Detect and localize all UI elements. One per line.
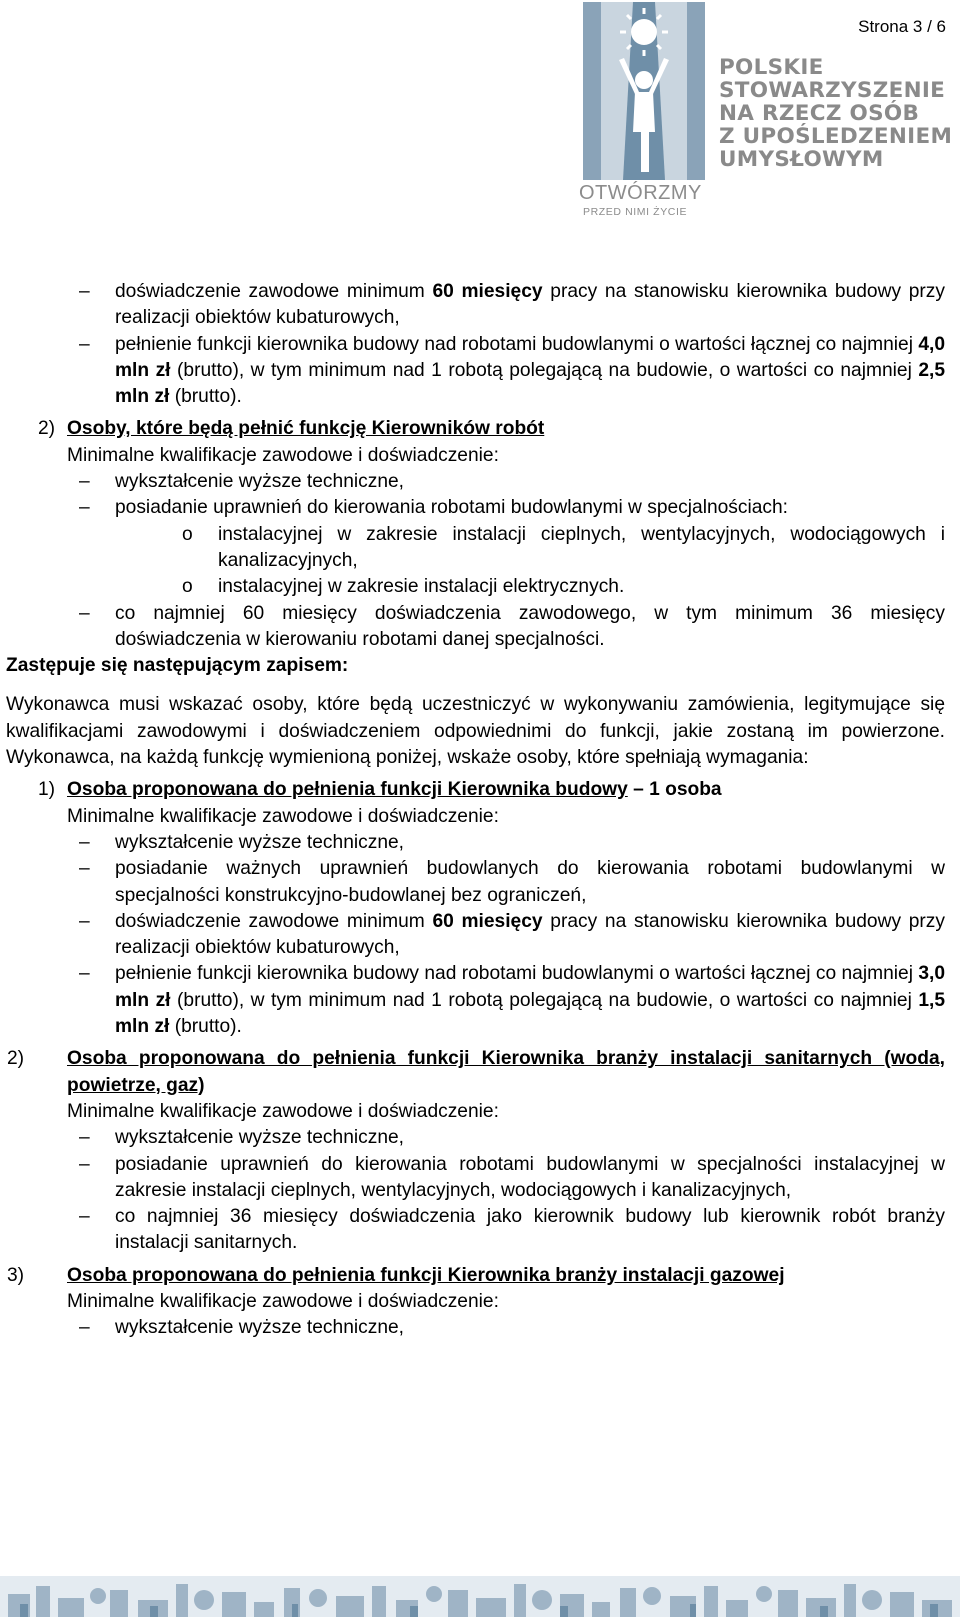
emblem-icon [583, 2, 705, 187]
section-heading: 2) Osoba proponowana do pełnienia funkcji Kierownika branży instalacji sanitarnych (woda, powietrze, gaz) [7, 1048, 945, 1096]
section-intro: Minimalne kwalifikacje zawodowe i doświadczenie: [67, 805, 499, 827]
logo-name: POLSKIE STOWARZYSZENIE NA RZECZ OSÓB Z UPOŚLEDZENIEM UMYSŁOWYM [719, 55, 953, 172]
list-item: – doświadczenie zawodowe minimum 60 miesięcy pracy na stanowisku kierownika budowy przy realizacji obiektów kubaturowych, [79, 910, 945, 959]
replace-paragraph: Wykonawca musi wskazać osoby, które będą uczestniczyć w wykonywaniu zamówienia, legitymujące się kwalifikacjami zawodowymi i doświadczeniem odpowiednimi do funkcji, jakie zostaną im powierzone. Wykonawca, na każdą funkcję wymienioną poniżej, wskaże osoby, które spełniają wymagania: [6, 694, 945, 769]
document-body [6, 279, 945, 1342]
section-intro: Minimalne kwalifikacje zawodowe i doświadczenie: [67, 444, 499, 466]
replace-heading: Zastępuje się następującym zapisem: [6, 655, 349, 677]
section-heading: 1) Osoba proponowana do pełnienia funkcji Kierownika budowy – 1 osoba [38, 779, 722, 801]
decorative-footer-banner [0, 1576, 960, 1617]
list-item: – co najmniej 36 miesięcy doświadczenia jako kierownik budowy lub kierownik robót branży instalacji sanitarnych. [79, 1206, 945, 1254]
section-heading: 3) Osoba proponowana do pełnienia funkcji Kierownika branży instalacji gazowej [7, 1264, 785, 1286]
logo-subtagline: PRZED NIMI ŻYCIE [583, 206, 688, 218]
list-item: – posiadanie ważnych uprawnień budowlanych do kierowania robotami budowlanymi w specjalności konstrukcyjno-budowlanej bez ograniczeń, [79, 858, 945, 906]
list-item: – co najmniej 60 miesięcy doświadczenia zawodowego, w tym minimum 36 miesięcy doświadczenia w kierowaniu robotami danej specjalności. [79, 602, 945, 650]
dash-marker: – [79, 333, 90, 355]
section-intro: Minimalne kwalifikacje zawodowe i doświadczenie: [67, 1100, 499, 1122]
list-item: – wykształcenie wyższe techniczne, [79, 1127, 404, 1149]
list-item: – wykształcenie wyższe techniczne, [79, 831, 404, 853]
sublist-item: o instalacyjnej w zakresie instalacji elektrycznych. [182, 576, 625, 598]
section-heading: 2) Osoby, które będą pełnić funkcję Kierowników robót [38, 418, 545, 440]
section-intro: Minimalne kwalifikacje zawodowe i doświadczenie: [67, 1290, 499, 1312]
dash-marker: – [79, 281, 90, 302]
list-item: – wykształcenie wyższe techniczne, [79, 1317, 404, 1339]
list-item: – posiadanie uprawnień do kierowania robotami budowlanymi w specjalności instalacyjnej w zakresie instalacji cieplnych, wentylacyjnych, wodociągowych i kanalizacyjnych, [79, 1153, 945, 1201]
logo-tagline: OTWÓRZMY [579, 182, 702, 204]
sublist-item: o instalacyjnej w zakresie instalacji cieplnych, wentylacyjnych, wodociągowych i kanalizacyjnych, [182, 523, 945, 571]
list-item: – posiadanie uprawnień do kierowania robotami budowlanymi w specjalnościach: [79, 497, 789, 519]
list-item: – doświadczenie zawodowe minimum 60 miesięcy pracy na stanowisku kierownika budowy przy realizacji obiektów kubaturowych, [79, 281, 945, 329]
page-number: Strona 3 / 6 [858, 17, 946, 36]
list-item: – wykształcenie wyższe techniczne, [79, 471, 404, 493]
list-item: – pełnienie funkcji kierownika budowy nad robotami budowlanymi o wartości łącznej co najmniej 3,0 mln zł (brutto), w tym minimum nad 1 robotą polegającą na budowie, o wartości co najmniej 1,5 mln zł (brutto). [79, 963, 945, 1038]
list-item: – pełnienie funkcji kierownika budowy nad robotami budowlanymi o wartości łącznej co najmniej 4,0 mln zł (brutto), w tym minimum nad 1 robotą polegającą na budowie, o wartości co najmniej 2,5 mln zł (brutto). [79, 333, 945, 408]
